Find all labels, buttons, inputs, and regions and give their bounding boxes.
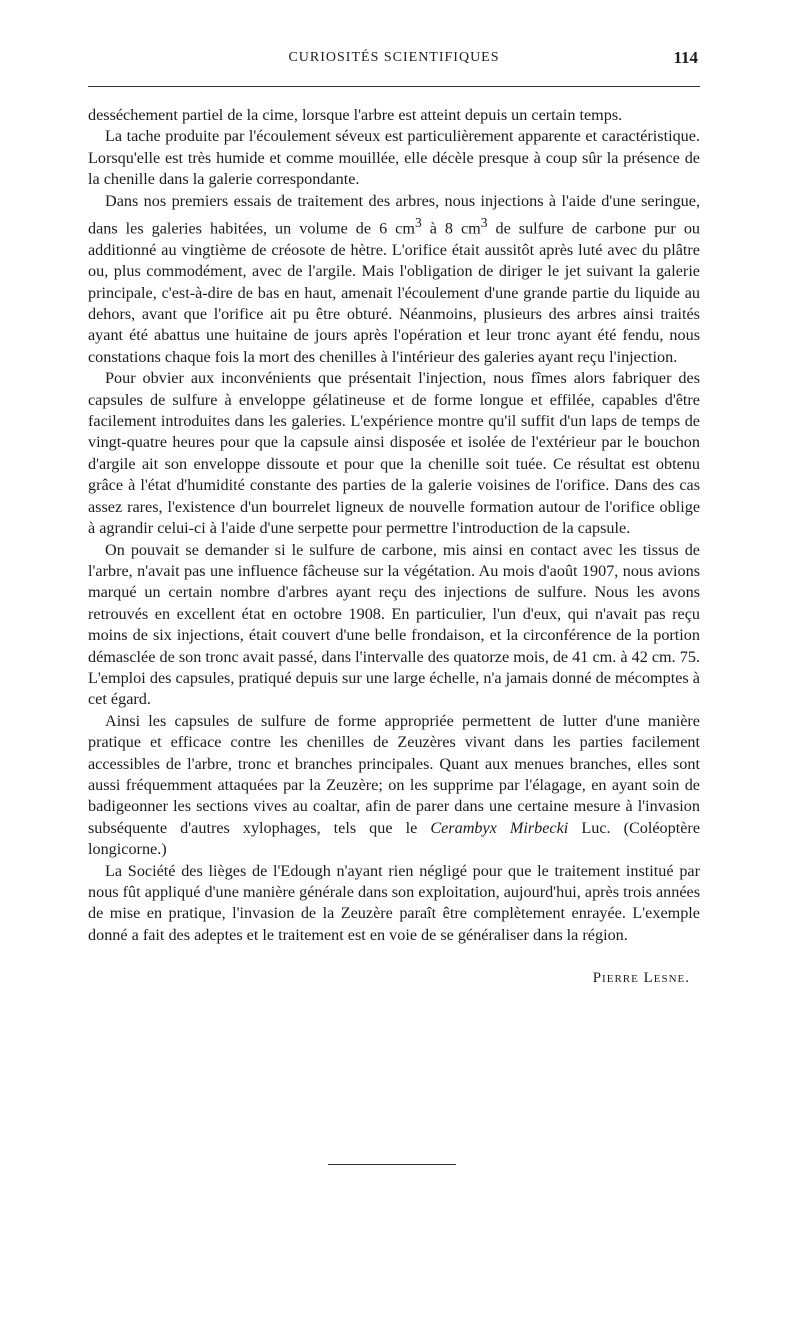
body-text: [88, 105, 700, 990]
paragraph-3: [88, 191, 700, 369]
paragraph-6: [88, 711, 700, 861]
paragraph-2: La tache produite par l'écoulement séveux est particulièrement apparente et caractéristique. Lorsqu'elle est très humide et comme mouillée, elle décèle presque à coup sûr la présence de la chenille dans la galerie correspondante.: [88, 127, 700, 189]
cubic-superscript-2: 3: [480, 215, 488, 231]
paragraph-6-part-2: Luc. (Coléoptère longicorne.): [88, 818, 701, 859]
running-title: CURIOSITÉS SCIENTIFIQUES: [288, 50, 500, 65]
running-head: [88, 50, 700, 72]
paragraph-3-part-2: à 8 cm: [421, 219, 481, 238]
paragraph-4: Pour obvier aux inconvénients que présentait l'injection, nous fîmes alors fabriquer des capsules de sulfure à enveloppe gélatineuse et de forme longue et effilée, capables d'être facilement introduites dans les galeries. L'expérience montre qu'il suffit d'un laps de temps de vingt-quatre heures pour que la capsule ainsi disposée et isolée de l'extérieur par le bouchon d'argile ait son enveloppe dissoute et pour que la chenille soit tuée. Ce résultat est obtenu grâce à l'état d'humidité constante des parties de la galerie voisines de l'orifice. Dans des cas assez rares, l'existence d'un bourrelet ligneux de nouvelle formation autour de l'orifice oblige à agrandir celui-ci à l'aide d'une serpette pour permettre l'introduction de la capsule.: [88, 369, 700, 538]
paragraph-7: La Société des lièges de l'Edough n'ayant rien négligé pour que le traitement institué par nous fût appliqué d'une manière générale dans son exploitation, aujourd'hui, après trois années de mise en pratique, l'invasion de la Zeuzère paraît être complètement enrayée. L'exemple donné a fait des adeptes et le traitement est en voie de se généraliser dans la région.: [88, 861, 700, 944]
paragraph-6-part-1: Ainsi les capsules de sulfure de forme appropriée permettent de lutter d'une manière pratique et efficace contre les chenilles de Zeuzères vivant dans les parties facilement accessibles de l'arbre, tronc et branches principales. Quant aux menues branches, elles sont aussi fréquemment attaquées par la Zeuzère; on les supprime par l'élagage, en ayant soin de badigeonner les sections vives au coaltar, afin de parer dans une certaine mesure à l'invasion subséquente d'autres xylophages, tels que le: [88, 711, 700, 837]
cubic-superscript-1: 3: [414, 215, 422, 231]
paragraph-3-part-3: de sulfure de carbone pur ou additionné au vingtième de créosote de hètre. L'orifice était aussitôt après luté avec du plâtre ou, plus commodément, avec de l'argile. Mais l'obligation de diriger le jet suivant la galerie principale, c'est-à-dire de bas en haut, amenait l'écoulement d'une grande partie du liquide au dehors, avant que l'orifice ait pu être obturé. Néanmoins, plusieurs des arbres ainsi traités ayant été abattus une huitaine de jours après l'opération et leur tronc ayant été fendu, nous constations chaque fois la mort des chenilles à l'intérieur des galeries ayant reçu l'injection.: [88, 219, 701, 366]
paragraph-5: On pouvait se demander si le sulfure de carbone, mis ainsi en contact avec les tissus de l'arbre, n'avait pas une influence fâcheuse sur la végétation. Au mois d'août 1907, nous avions marqué un certain nombre d'arbres ayant reçu des injections de sulfure. Nous les avons retrouvés en excellent état en octobre 1908. En particulier, l'un d'eux, qui n'avait pas reçu moins de six injections, était couvert d'une belle frondaison, et la circonférence de la portion démasclée de son tronc avait passé, dans l'intervalle des quatorze mois, de 41 cm. à 42 cm. 75. L'emploi des capsules, pratiqué depuis sur une large échelle, n'a jamais donné de mécomptes à cet égard.: [88, 540, 700, 709]
author-signature: Pierre Lesne.: [592, 970, 690, 987]
header-rule: [88, 86, 700, 87]
end-rule: [328, 1164, 456, 1165]
page-number: 114: [673, 48, 698, 67]
species-name: Cerambyx Mirbecki: [430, 818, 569, 837]
paragraph-1: desséchement partiel de la cime, lorsque l'arbre est atteint depuis un certain temps.: [88, 106, 623, 124]
paragraph-3-part-1: Dans nos premiers essais de traitement des arbres, nous injections à l'aide d'une seringue, dans les galeries habitées, un volume de 6 cm: [88, 191, 700, 238]
